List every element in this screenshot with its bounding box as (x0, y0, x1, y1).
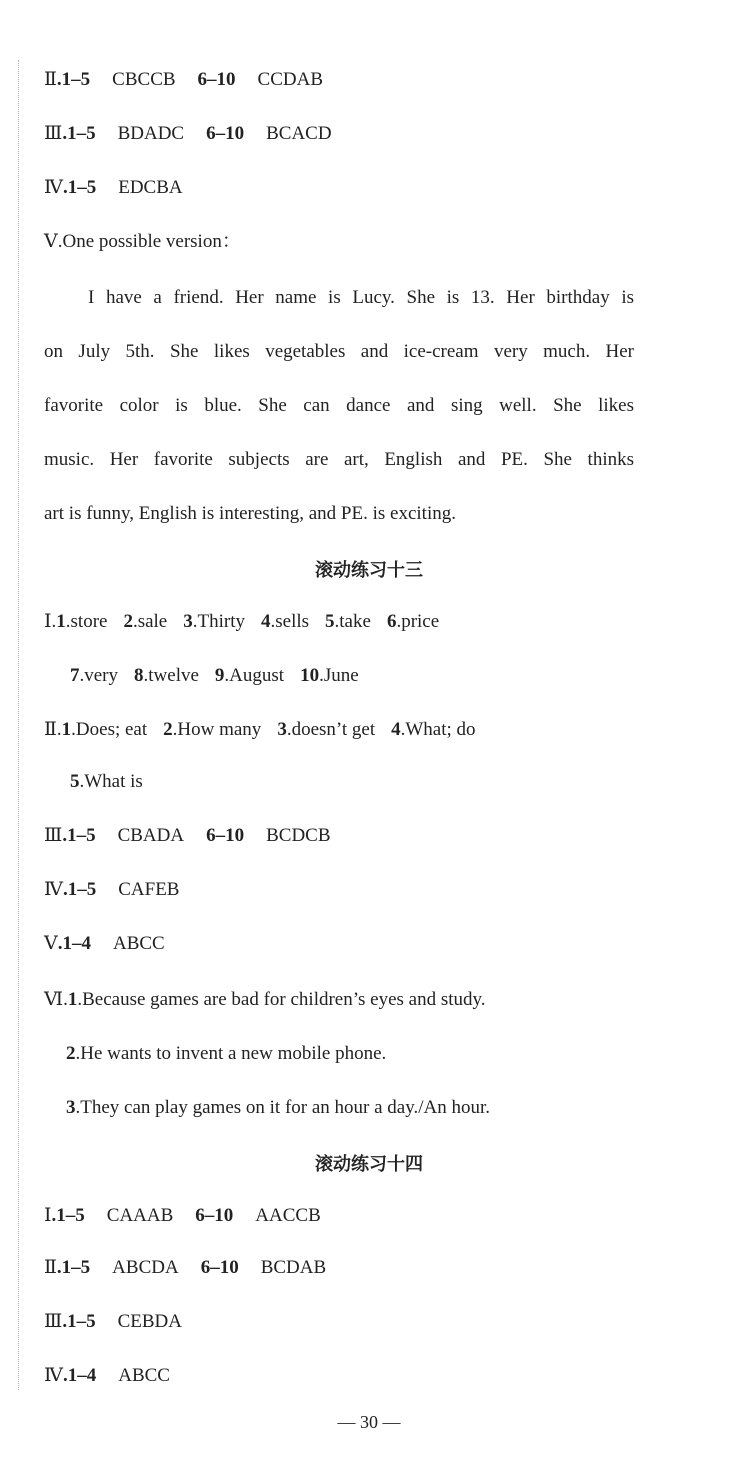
answer-row-13-VI: Ⅵ.1.Because games are bad for children’s eyes and study. (44, 989, 486, 1010)
answer-row-13-I-cont: 7.very 8.twelve 9.August 10.June (70, 665, 359, 686)
answer-row-14-II: Ⅱ.1–5 ABCDA 6–10 BCDAB (44, 1257, 327, 1278)
answer-row-14-III: Ⅲ.1–5 CEBDA (44, 1311, 182, 1332)
answer-row-13-V: Ⅴ.1–4 ABCC (44, 933, 165, 954)
essay-line: I have a friend. Her name is Lucy. She is 13. Her birthday is (88, 287, 634, 308)
section-heading-14: 滚动练习十四 (315, 1154, 423, 1175)
answer-row-14-IV: Ⅳ.1–4 ABCC (44, 1365, 170, 1386)
answer-row-III: Ⅲ.1–5 BDADC 6–10 BCACD (44, 123, 332, 144)
answer-row-13-III: Ⅲ.1–5 CBADA 6–10 BCDCB (44, 825, 331, 846)
essay-line: art is funny, English is interesting, and PE. is exciting. (44, 503, 456, 524)
answer-row-II: Ⅱ.1–5 CBCCB 6–10 CCDAB (44, 69, 324, 90)
page-number: — 30 — (337, 1412, 401, 1432)
answer-row-13-VI-3: 3.They can play games on it for an hour a day./An hour. (66, 1097, 491, 1118)
answer-row-V-label: Ⅴ.One possible version： (44, 231, 241, 252)
answer-row-13-II: Ⅱ.1.Does; eat 2.How many 3.doesn’t get 4.What; do (44, 719, 476, 740)
essay-line: favorite color is blue. She can dance and sing well. She likes (44, 395, 634, 416)
essay-line: music. Her favorite subjects are art, English and PE. She thinks (44, 449, 634, 470)
margin-dotted-line (18, 60, 19, 1390)
answer-row-IV: Ⅳ.1–5 EDCBA (44, 177, 183, 198)
answer-row-13-IV: Ⅳ.1–5 CAFEB (44, 879, 180, 900)
answer-row-13-I: Ⅰ.1.store 2.sale 3.Thirty 4.sells 5.take 6.price (44, 611, 440, 632)
section-heading-13: 滚动练习十三 (315, 560, 423, 581)
essay-line: on July 5th. She likes vegetables and ice-cream very much. Her (44, 341, 634, 362)
answer-row-13-VI-2: 2.He wants to invent a new mobile phone. (66, 1043, 387, 1064)
answer-row-13-II-cont: 5.What is (70, 771, 143, 792)
answer-row-14-I: Ⅰ.1–5 CAAAB 6–10 AACCB (44, 1205, 321, 1226)
